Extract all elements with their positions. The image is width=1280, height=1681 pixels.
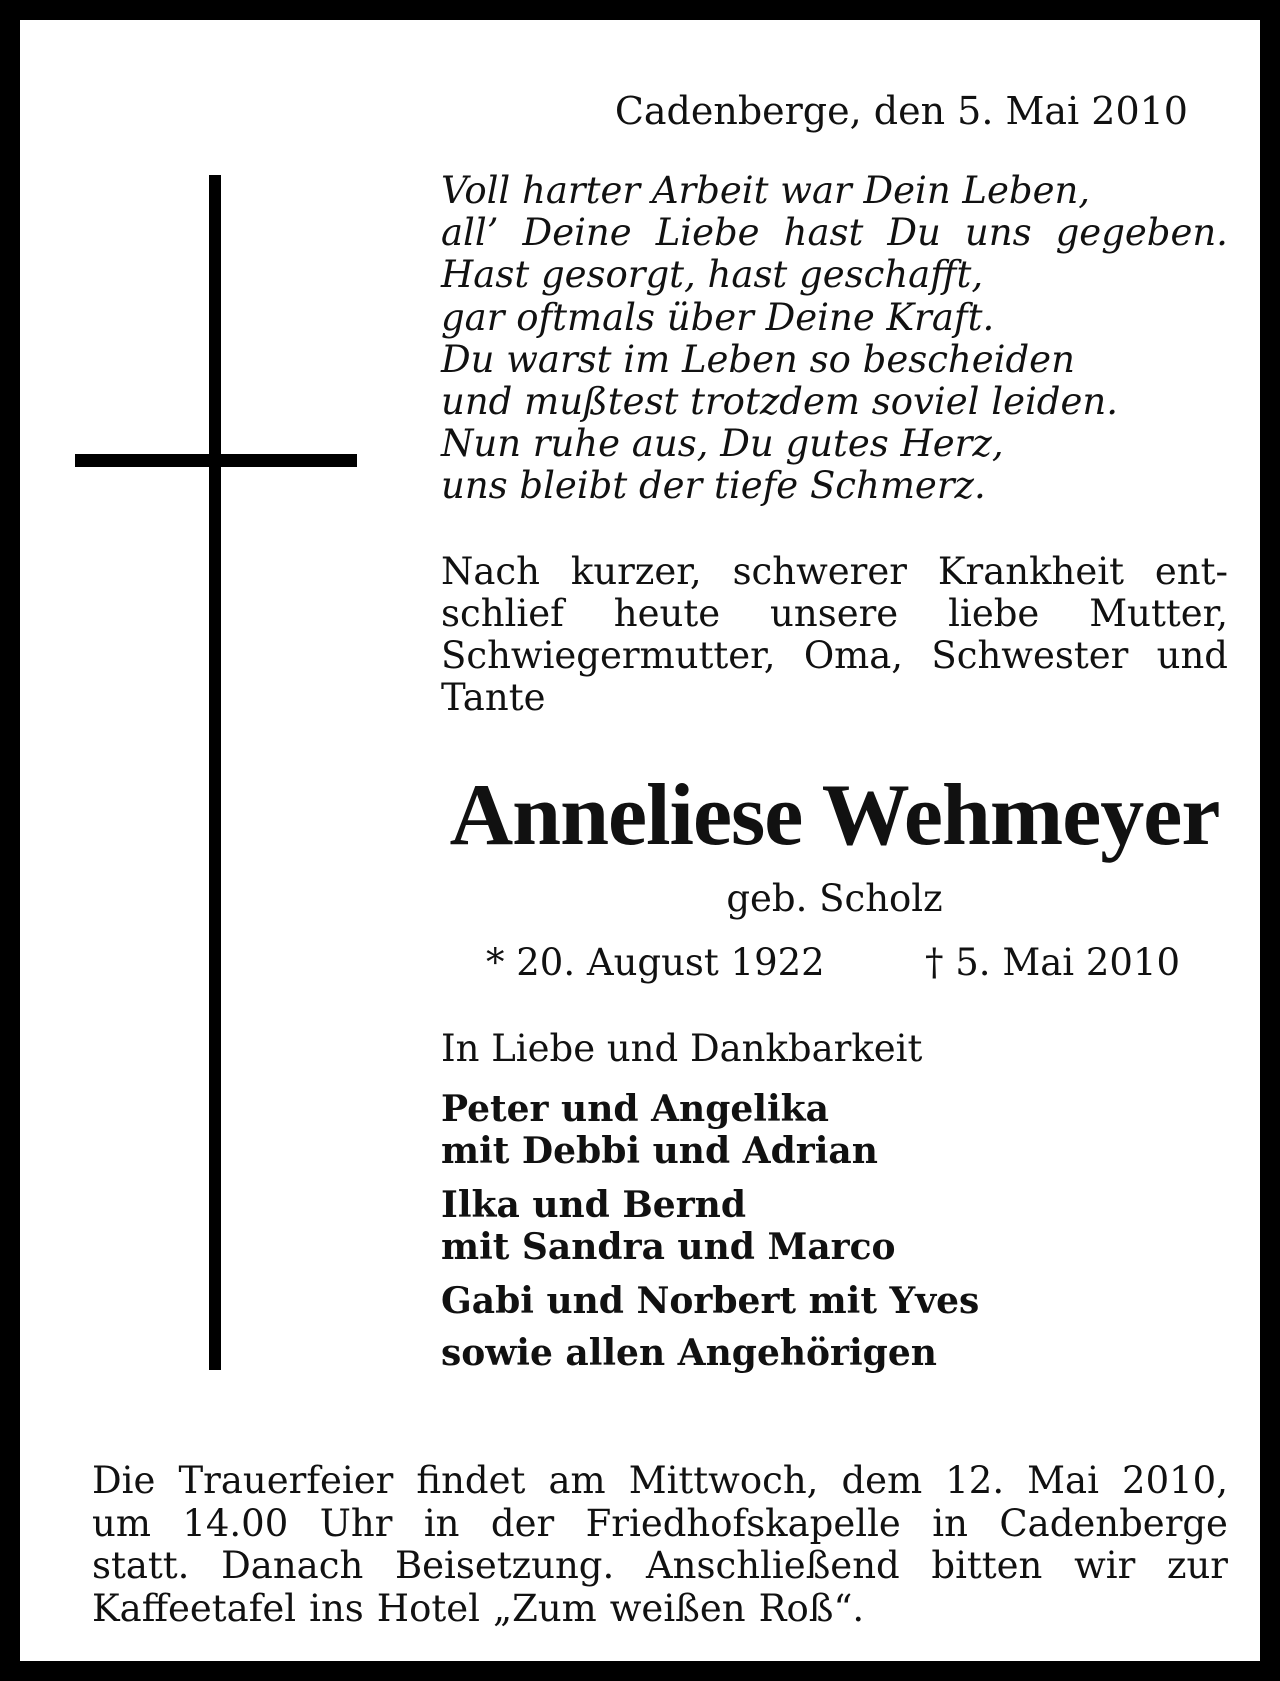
word: Uhr — [319, 1501, 393, 1545]
word: Hotel — [376, 1586, 480, 1630]
word: um — [92, 1501, 151, 1545]
death-announcement: Nach kurzer, schwerer Krankheit entschlief heute unsere liebe Mutter, Schwiegermutter, Oma, Schwester und Tante — [441, 550, 1228, 719]
memorial-poem — [441, 170, 1228, 508]
mourner-group — [441, 1184, 1228, 1268]
word: 14.00 — [182, 1501, 289, 1545]
word: Friedhofskapelle — [585, 1501, 901, 1545]
poem-line: Hast gesorgt, hast geschafft, — [441, 253, 984, 297]
word: Trauerfeier — [178, 1459, 394, 1502]
word: „Zum — [492, 1586, 597, 1630]
word: dem — [841, 1459, 923, 1502]
funeral-service-info — [92, 1460, 1228, 1630]
word: bitten — [931, 1544, 1043, 1587]
service-line — [92, 1503, 1228, 1546]
poem-line: Du warst im Leben so bescheiden — [441, 337, 1075, 381]
poem-line: Nun ruhe aus, Du gutes Herz, — [441, 422, 1004, 466]
poem-line: uns bleibt der tiefe Schmerz. — [441, 464, 986, 508]
word: Danach — [221, 1544, 364, 1587]
birth-date: * 20. August 1922 — [486, 941, 825, 984]
cross-icon-vertical-bar — [209, 175, 221, 1370]
place-date: Cadenberge, den 5. Mai 2010 — [614, 89, 1188, 133]
mourners-list — [441, 1088, 1228, 1374]
mourners-intro: In Liebe und Dankbarkeit — [441, 1027, 923, 1070]
word: weißen — [609, 1586, 746, 1630]
word: Roß“. — [758, 1586, 865, 1630]
service-line — [92, 1545, 1228, 1588]
mourner-line: Gabi und Norbert mit Yves — [441, 1280, 980, 1322]
word: 2010, — [1122, 1459, 1228, 1502]
word: all’ — [441, 211, 499, 255]
mourner-group — [441, 1088, 1228, 1172]
word: findet — [416, 1459, 526, 1502]
word: in — [932, 1501, 968, 1545]
poem-line: Voll harter Arbeit war Dein Leben, — [441, 169, 1091, 212]
death-date: † 5. Mai 2010 — [925, 941, 1181, 984]
word: zur — [1166, 1544, 1228, 1587]
word: uns — [964, 211, 1032, 255]
mourner-line: mit Debbi und Adrian — [441, 1130, 878, 1172]
word: Anschließend — [645, 1544, 900, 1587]
word: der — [490, 1501, 555, 1545]
word: Liebe — [655, 211, 760, 255]
word: Mai — [1027, 1459, 1099, 1502]
word: Mittwoch, — [628, 1459, 819, 1502]
word: gegeben. — [1055, 211, 1228, 255]
cross-icon-horizontal-bar — [75, 454, 357, 467]
mourner-line: Peter und Angelika — [441, 1088, 829, 1130]
poem-line — [441, 212, 1228, 254]
word: 12. — [945, 1459, 1005, 1502]
word: hast — [783, 211, 864, 255]
word: Cadenberge — [999, 1501, 1228, 1545]
word: Beisetzung. — [394, 1544, 615, 1587]
word: wir — [1074, 1544, 1136, 1587]
service-line — [92, 1588, 1228, 1631]
birth-name: geb. Scholz — [726, 877, 943, 920]
poem-line: gar oftmals über Deine Kraft. — [441, 295, 995, 339]
word: statt. — [92, 1544, 190, 1587]
word: ins — [309, 1586, 364, 1630]
word: Die — [92, 1459, 156, 1502]
poem-line: und mußtest trotzdem soviel leiden. — [441, 380, 1118, 424]
word: am — [548, 1459, 606, 1502]
word: Deine — [522, 211, 632, 255]
mourner-line: Ilka und Bernd — [441, 1184, 747, 1226]
deceased-name: Anneliese Wehmeyer — [449, 767, 1220, 864]
word: in — [423, 1501, 460, 1545]
mourner-line: mit Sandra und Marco — [441, 1226, 896, 1268]
word: Kaffeetafel — [92, 1586, 297, 1630]
mourners-closing: sowie allen Angehörigen — [441, 1332, 937, 1374]
service-line — [92, 1460, 1228, 1503]
word: Du — [887, 211, 941, 255]
